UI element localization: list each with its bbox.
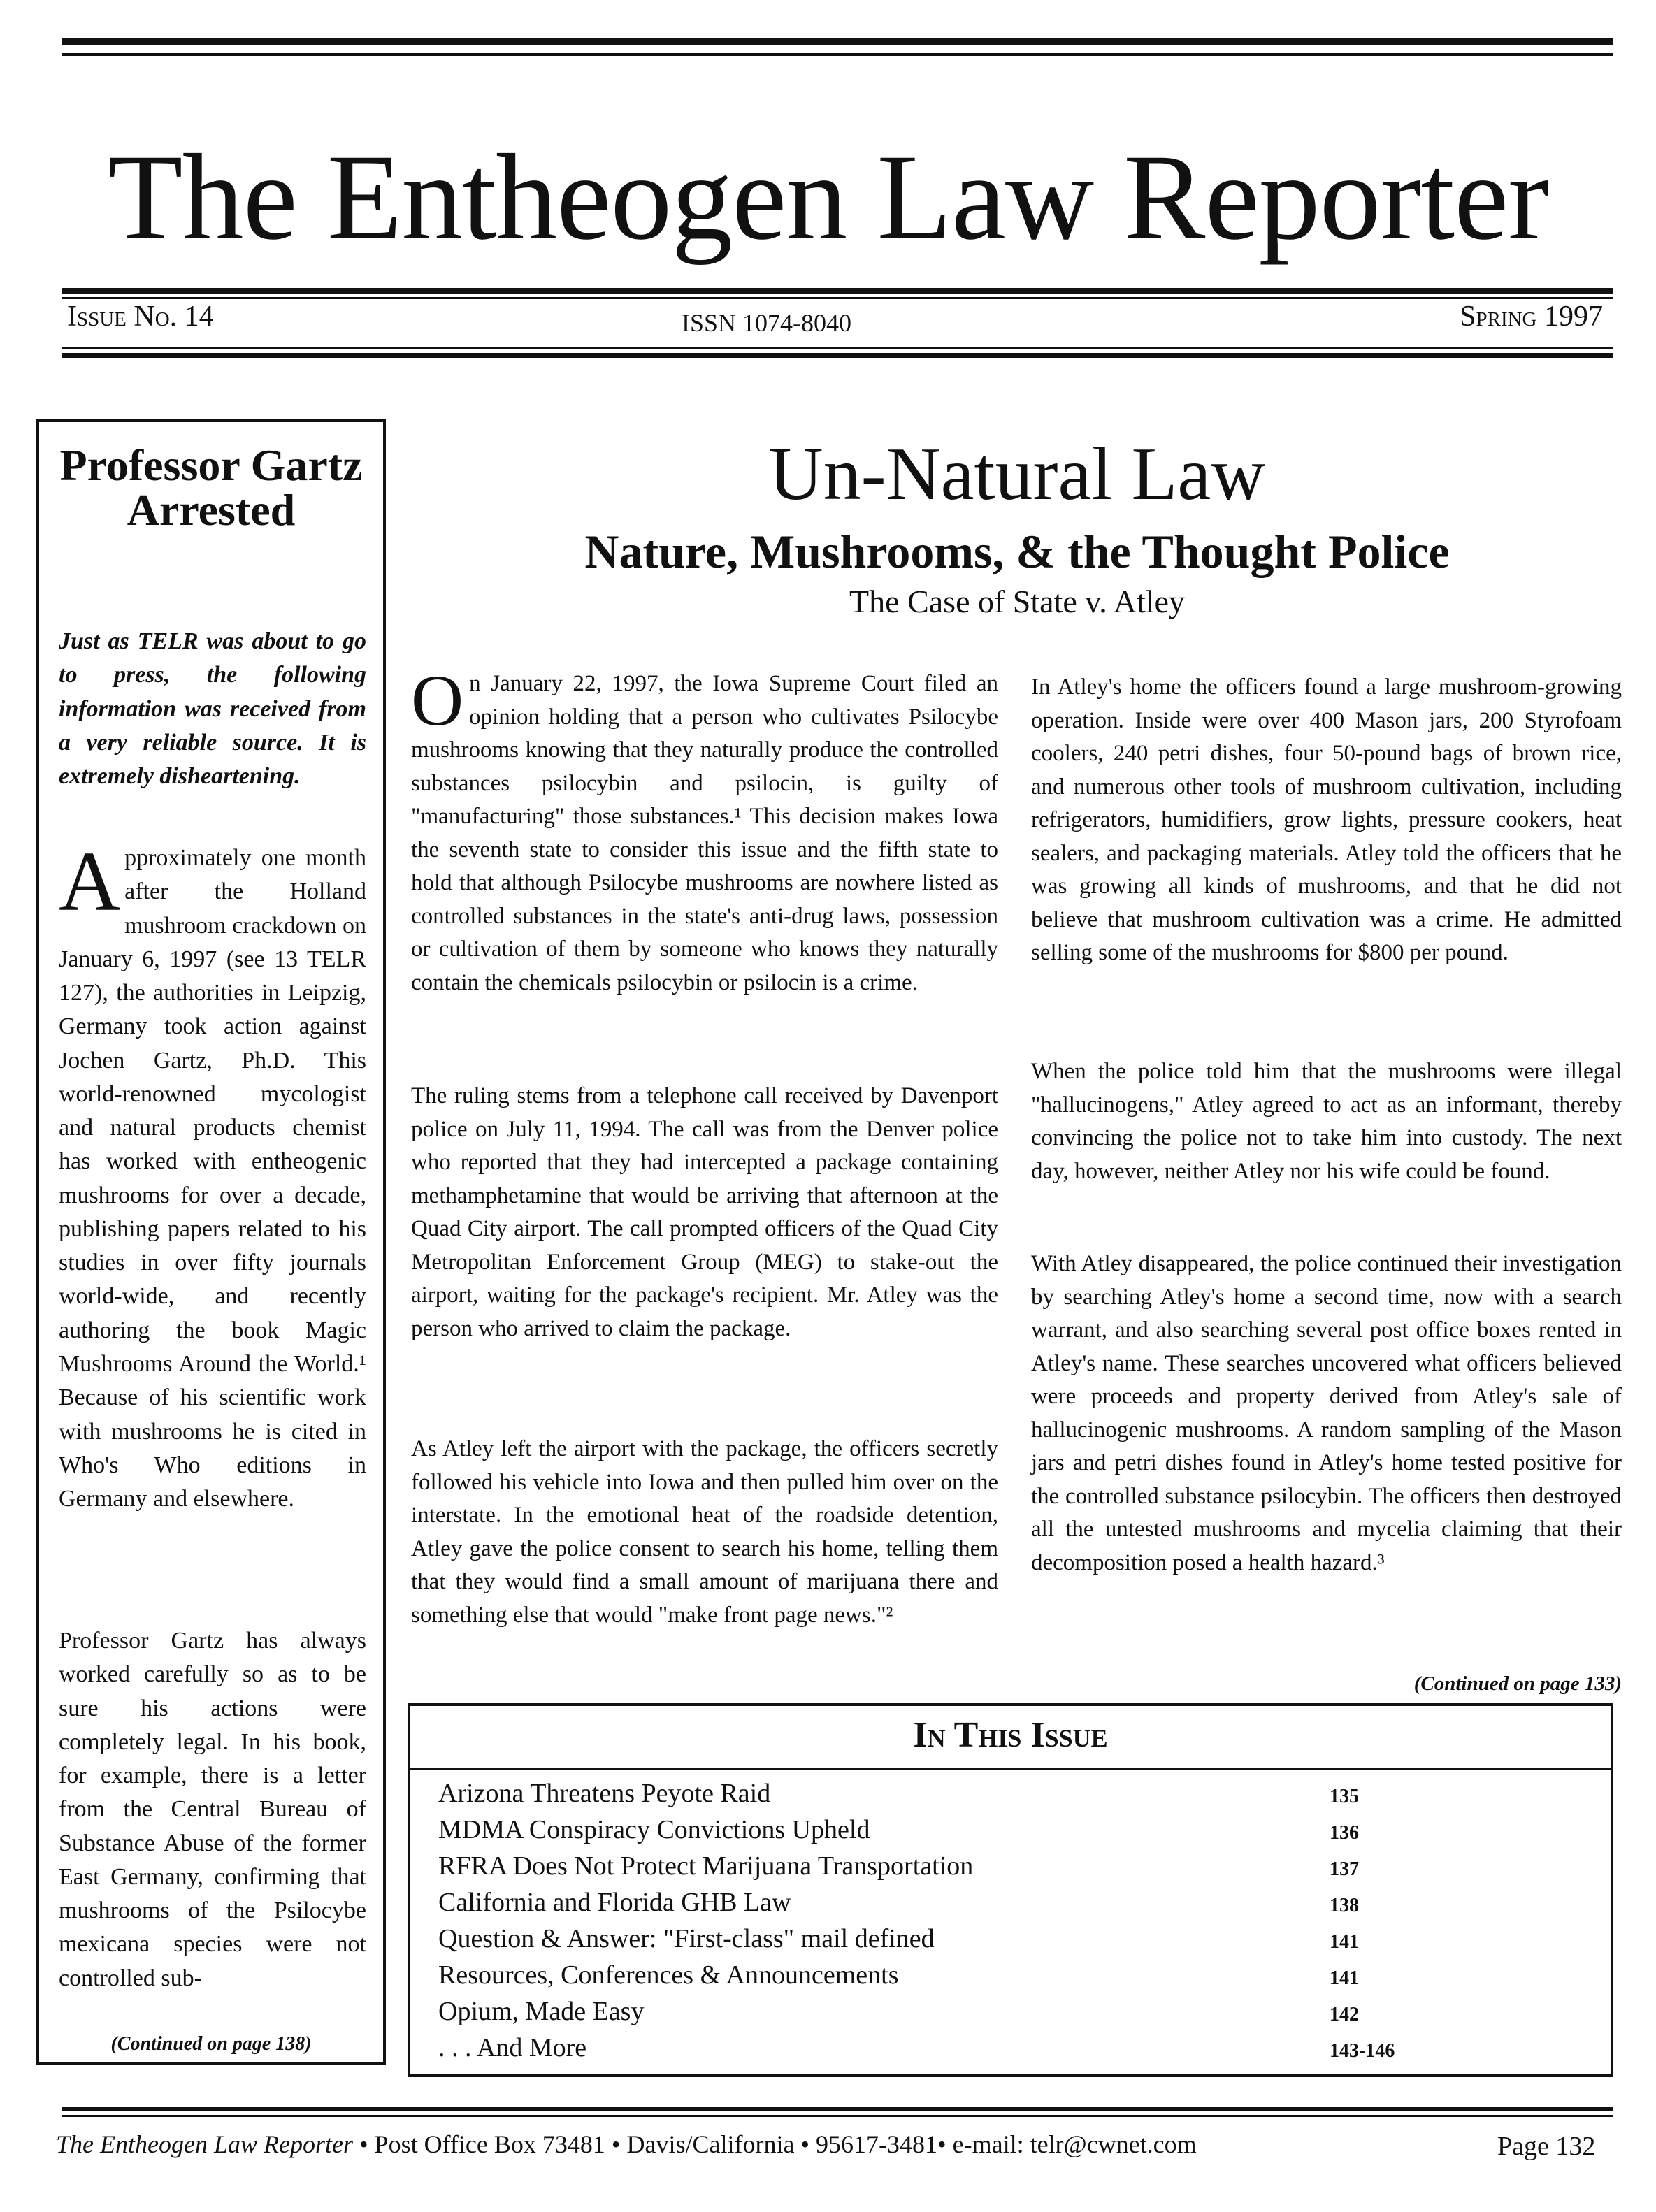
toc-item-page: 137 (1330, 1858, 1359, 1880)
toc-item-title: RFRA Does Not Protect Marijuana Transportation (438, 1851, 974, 1881)
toc-item-page: 141 (1330, 1931, 1359, 1953)
in-this-issue-divider (410, 1768, 1611, 1770)
toc-item-page: 141 (1330, 1967, 1359, 1989)
footer-top-rule-thin (62, 2115, 1613, 2117)
toc-item[interactable] (438, 1962, 1571, 2001)
toc-item[interactable] (438, 1998, 1571, 2037)
toc-item[interactable] (438, 1853, 1571, 1892)
article-paragraph (411, 660, 998, 999)
toc-item-title: Question & Answer: "First-class" mail defined (438, 1924, 935, 1953)
article-paragraph: As Atley left the airport with the package, the officers secretly followed his vehicle into Iowa and then pulled him over on the interstate. In the emotional heat of the roadside detention, Atley gave the police consent to search his home, telling them that they would find a small amount of marijuana there and something else that would "make front page news."² (411, 1436, 998, 1628)
article-drop-cap: O (411, 660, 464, 741)
issue-season: Spring 1997 (1460, 301, 1603, 333)
toc-item[interactable] (438, 1889, 1571, 1928)
toc-item[interactable] (438, 1780, 1571, 1819)
in-this-issue-box (408, 1703, 1613, 2077)
article-case-line: The Case of State v. Atley (849, 584, 1185, 619)
toc-item-title: Arizona Threatens Peyote Raid (438, 1779, 771, 1808)
masthead-bottom-rule-thin (62, 347, 1613, 349)
toc-item-page: 143-146 (1330, 2040, 1395, 2062)
toc-item-title: Resources, Conferences & Announcements (438, 1960, 899, 1990)
issn: ISSN 1074-8040 (682, 309, 852, 337)
article-continued-note: (Continued on page 133) (1413, 1672, 1622, 1695)
toc-item[interactable] (438, 1816, 1571, 1856)
sidebar-title: Professor Gartz Arrested (59, 440, 363, 535)
toc-item-title: . . . And More (438, 2033, 587, 2062)
sidebar-lede: Just as TELR was about to go to press, the following information was received from a very reliable source. It is extremely disheartening. (59, 628, 366, 790)
toc-item-page: 135 (1330, 1786, 1359, 1807)
masthead-mid-rule-thick (62, 288, 1613, 294)
toc-item-page: 142 (1330, 2004, 1359, 2025)
article-paragraph: The ruling stems from a telephone call received by Davenport police on July 11, 1994. The call was from the Denver police who reported that they had intercepted a package containing methamphetamine that would be arriving that afternoon at the Quad City airport. The call prompted officers of the Quad City Metropolitan Enforcement Group (MEG) to stake-out the airport, waiting for the package's recipient. Mr. Atley was the person who arrived to claim the package. (411, 1083, 998, 1341)
article-paragraph: When the police told him that the mushrooms were illegal "hallucinogens," Atley agreed to act as an informant, thereby convincing the police not to take him into custody. The next day, however, neither Atley nor his wife could be found. (1031, 1059, 1622, 1184)
article-subtitle: Nature, Mushrooms, & the Thought Police (584, 525, 1450, 578)
footer-publication: The Entheogen Law Reporter (56, 2130, 353, 2158)
masthead-top-rule-thin (62, 53, 1613, 56)
footer-address: • Post Office Box 73481 • Davis/California • 95617-3481• e-mail: telr@cwnet.com (352, 2130, 1197, 2158)
masthead-title: The Entheogen Law Reporter (108, 129, 1548, 266)
article-paragraph: With Atley disappeared, the police continued their investigation by searching Atley's home a second time, now with a search warrant, and also searching several post office boxes rented in Atley's name. These searches uncovered what officers believed were proceeds and property derived from Atley's sale of hallucinogenic mushrooms. A random sampling of the Mason jars and petri dishes found in Atley's home tested positive for the controlled substance psilocybin. The officers then destroyed all the untested mushrooms and mycelia claiming that their decomposition posed a health hazard.³ (1031, 1251, 1622, 1575)
masthead-mid-rule-thin (62, 297, 1613, 299)
footer (56, 2132, 1608, 2157)
toc-item-title: MDMA Conspiracy Convictions Upheld (438, 1815, 870, 1844)
toc-item-title: California and Florida GHB Law (438, 1888, 791, 1917)
article-paragraph-text: n January 22, 1997, the Iowa Supreme Court filed an opinion holding that a person who cultivates Psilocybe mushrooms knowing that they naturally produce the controlled substances psilocybin and psilocin, is guilty of "manufacturing" those substances.¹ This decision makes Iowa the seventh state to consider this issue and the fifth state to hold that although Psilocybe mushrooms are nowhere listed as controlled substances in the state's anti-drug laws, possession or cultivation of them by someone who knows they naturally contain the chemicals psilocybin or psilocin is a crime. (411, 671, 998, 995)
sidebar-paragraph-1 (59, 834, 366, 1516)
toc-item[interactable] (438, 1925, 1571, 1965)
in-this-issue-heading: In This Issue (913, 1715, 1108, 1755)
sidebar-paragraph-1-text: pproximately one month after the Holland mushroom crackdown on January 6, 1997 (see 13 TELR 127), the authorities in Leipzig, Germany took action against Jochen Gartz, Ph.D. This world-renowned mycologist and natural products chemist has worked with entheogenic mushrooms for over a decade, publishing papers related to his studies in over fifty journals world-wide, and recently authoring the book Magic Mushrooms Around the World.¹ Because of his scientific work with mushrooms he is cited in Who's Who editions in Germany and elsewhere. (59, 845, 366, 1512)
toc-item-page: 136 (1330, 1822, 1359, 1844)
sidebar-paragraph-2: Professor Gartz has always worked carefully so as to be sure his actions were completely legal. In his book, for example, there is a letter from the Central Bureau of Substance Abuse of the former East Germany, confirming that mushrooms of the Psilocybe mexicana species were not controlled sub- (59, 1628, 366, 1991)
sidebar-continued-note: (Continued on page 138) (110, 2033, 312, 2055)
masthead-bottom-rule-thick (62, 353, 1613, 358)
issue-number: Issue No. 14 (67, 301, 214, 333)
article-paragraph: In Atley's home the officers found a large mushroom-growing operation. Inside were over 400 Mason jars, 200 Styrofoam coolers, 240 petri dishes, four 50-pound bags of brown rice, and numerous other tools of mushroom cultivation, including refrigerators, humidifiers, grow lights, pressure cookers, heat sealers, and packaging materials. Atley told the officers that he was growing all kinds of mushrooms, and that he did not believe that mushroom cultivation was a crime. He admitted selling some of the mushrooms for $800 per pound. (1031, 674, 1622, 966)
toc-item-page: 138 (1330, 1895, 1359, 1916)
article-title: Un-Natural Law (768, 433, 1266, 516)
sidebar-drop-cap: A (59, 834, 121, 929)
masthead-top-rule-thick (62, 38, 1613, 45)
footer-page-number: Page 132 (1497, 2132, 1596, 2161)
toc-item[interactable] (438, 2034, 1571, 2074)
toc-item-title: Opium, Made Easy (438, 1997, 645, 2026)
sidebar-box (36, 419, 386, 2065)
footer-top-rule (62, 2107, 1613, 2111)
